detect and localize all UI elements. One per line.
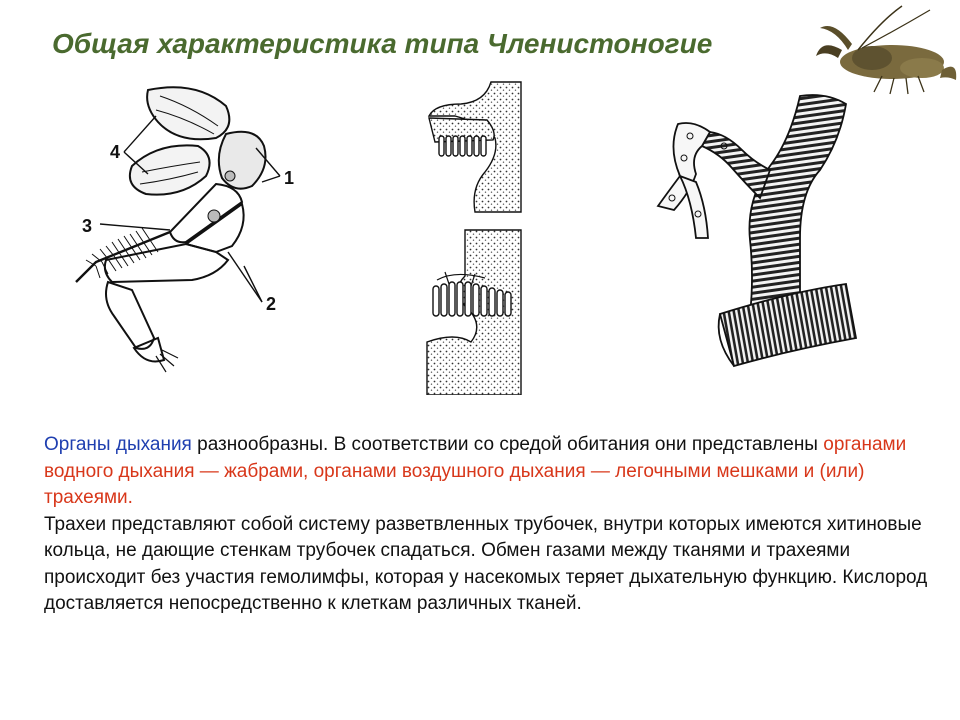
label-3: 3 (82, 216, 93, 236)
paragraph-trachea: Трахеи представляют собой систему разветвленных трубочек, внутри которых имеются хитиновые кольца, не дающие стенкам трубочек спадаться. Обмен газами между тканями и трахеями происходит без участия гемолимфы, которая у насекомых теряет дыхательную функцию. Кислород доставляется непосредственно к клеткам различных тканей. (44, 513, 928, 614)
appendage-diagram (66, 76, 366, 386)
label-2: 2 (266, 294, 277, 314)
lamella-lower (130, 145, 210, 194)
paragraph-1-text: разнообразны. В соответствии со средой обитания они представлены (191, 434, 824, 455)
label-4: 4 (110, 142, 121, 162)
paragraph-respiration (44, 432, 934, 512)
slide-title: Общая характеристика типа Членистоногие (52, 28, 713, 59)
label-1: 1 (284, 168, 295, 188)
crayfish-image (812, 0, 960, 96)
trachea-diagram (650, 88, 860, 378)
book-lung-diagram (415, 80, 530, 395)
lamella-upper (147, 87, 229, 139)
trachea-lower-tube (720, 284, 856, 366)
body-text (44, 432, 934, 618)
respiration-term: Органы дыхания (44, 434, 192, 455)
trachea-branch (702, 132, 770, 198)
trachea-trunk (749, 95, 846, 314)
respiration-organs-highlight: органами водного дыхания — жабрами, органами воздушного дыхания — легочными мешками и (или) трахеями. (44, 434, 907, 508)
